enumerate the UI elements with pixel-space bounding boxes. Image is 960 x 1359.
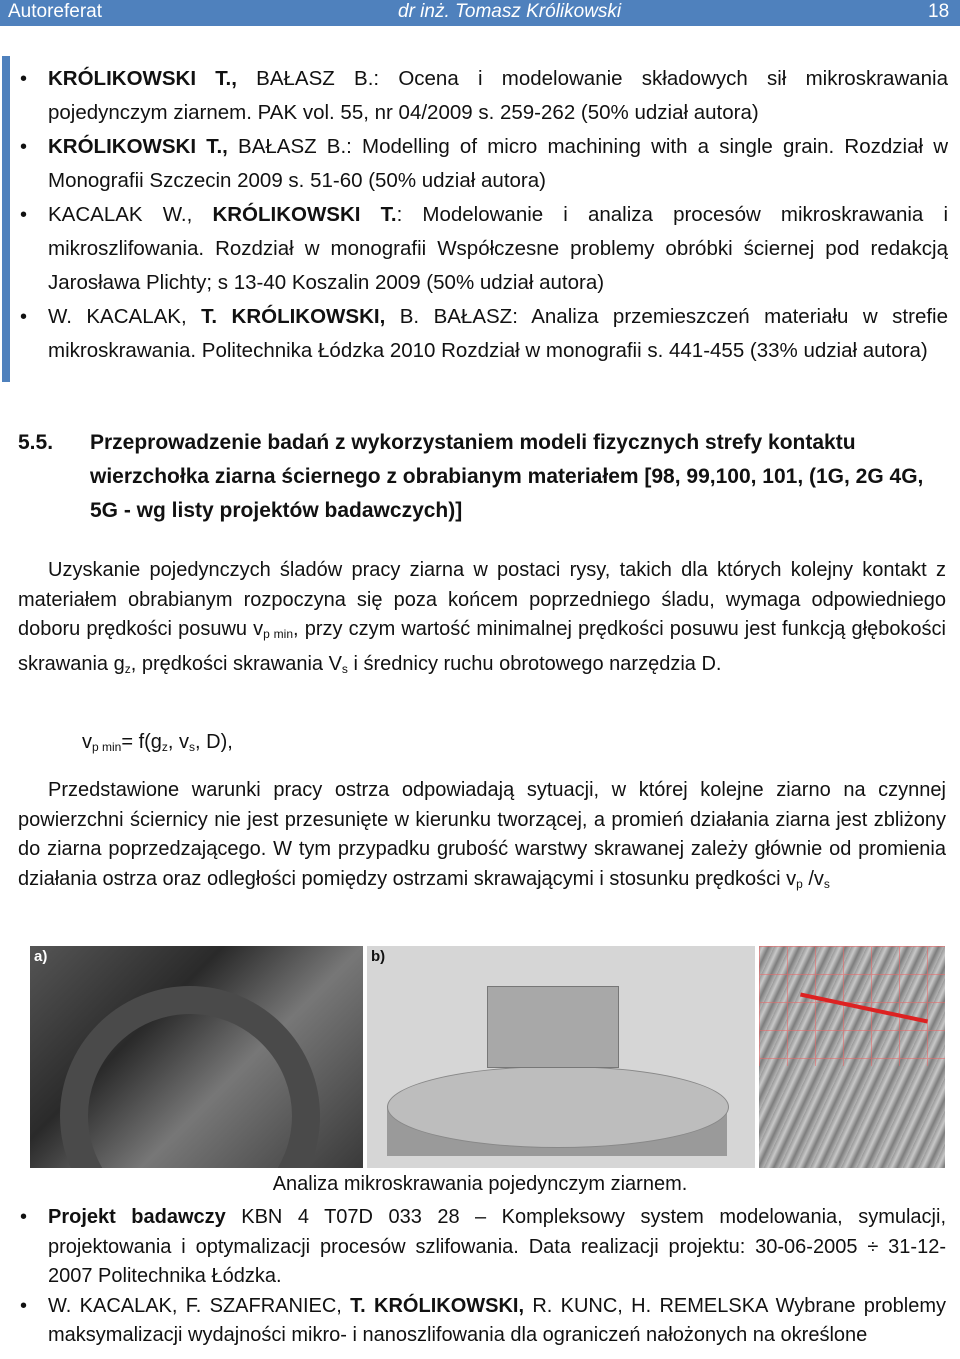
publication-coauthor: KACALAK W., <box>48 203 213 226</box>
page-header <box>0 0 960 26</box>
disc-top-shape <box>387 1066 729 1148</box>
photo-sem-scratch <box>759 946 945 1168</box>
subscript: s <box>823 876 830 891</box>
subscript: z <box>161 740 168 754</box>
text-run: , prędkości skrawania V <box>130 652 342 675</box>
text-run: Przedstawione warunki pracy ostrza odpowiadają sytuacji, w której kolejne ziarno na czynnej powierzchni ściernicy nie jest przesunięte w kierunku tworzącej, a promień działania ziarna jest zbliżony do ziarna poprzedzającego. W tym przypadku grubość warstwy skrawanej zależy głównie od promienia działania ostrza oraz odległości pomiędzy ostrzami skrawającymi i stosunku prędkości v <box>18 779 946 890</box>
publication-author-bold: KRÓLIKOWSKI T., <box>48 135 228 158</box>
photo-specimen-disc <box>367 946 755 1168</box>
text-run: , D), <box>195 731 233 753</box>
text-run: v <box>82 731 92 753</box>
subscript: z <box>124 661 131 676</box>
formula <box>82 727 233 762</box>
project-item <box>18 1203 946 1292</box>
project-coauthors: W. KACALAK, F. SZAFRANIEC, <box>48 1294 351 1317</box>
header-author: dr inż. Tomasz Królikowski <box>398 1 622 22</box>
text-run: i średnicy ruchu obrotowego narzędzia D. <box>347 652 722 675</box>
figure-label-a: a) <box>34 948 48 965</box>
publication-author-bold: KRÓLIKOWSKI T. <box>212 203 397 226</box>
publication-item <box>18 130 948 198</box>
paragraph-feed-rate <box>18 556 946 684</box>
project-list <box>18 1203 946 1351</box>
subscript: p <box>796 876 803 891</box>
publication-text: B. BAŁASZ: Analiza przemieszczeń materiału w strefie mikroskrawania. Politechnika Łódzka 2010 Rozdział w monografii s. 441-455 (33% udział autora) <box>48 305 948 362</box>
publication-author-bold: KRÓLIKOWSKI T., <box>48 67 237 90</box>
subscript: s <box>341 661 348 676</box>
project-author-bold: T. KRÓLIKOWSKI, <box>350 1294 525 1317</box>
figure-micro-cutting <box>30 946 945 1168</box>
project-text: KBN 4 T07D 033 28 – Kompleksowy system modelowania, symulacji, projektowania i optymalizacji procesów szlifowania. Data realizacji projektu: 30-06-2005 ÷ 31-12-2007 Politechnika Łódzka. <box>48 1206 946 1287</box>
publication-item <box>18 198 948 300</box>
wheel-shape <box>60 986 320 1168</box>
publication-text: BAŁASZ B.: Modelling of micro machining with a single grain. Rozdział w Monografii Szczecin 2009 s. 51-60 (50% udział autora) <box>48 135 948 192</box>
publication-item <box>18 62 948 130</box>
side-accent-bar <box>2 56 10 382</box>
publication-text: : Modelowanie i analiza procesów mikroskrawania i mikroszlifowania. Rozdział w monografii Współczesne problemy obróbki ściernej pod redakcją Jarosława Plichty; s 13-40 Koszalin 2009 (50% udział autora) <box>48 203 949 294</box>
text-run: , przy czym wartość minimalnej prędkości posuwu jest funkcją głębokości skrawania g <box>18 618 947 675</box>
publication-text: BAŁASZ B.: Ocena i modelowanie składowych sił mikroskrawania pojedynczym ziarnem. PAK vol. 55, nr 04/2009 s. 259-262 (50% udział autora) <box>48 67 949 124</box>
text-run: = f(g <box>121 731 162 753</box>
subscript: s <box>189 740 196 754</box>
publication-list <box>18 62 948 368</box>
project-text: R. KUNC, H. REMELSKA Wybrane problemy maksymalizacji wydajności mikro- i nanoszlifowania dla ograniczeń nałożonych na określone <box>48 1294 947 1346</box>
page-number: 18 <box>928 1 950 22</box>
project-label-bold: Projekt badawczy <box>48 1206 226 1228</box>
holder-block-shape <box>487 986 619 1068</box>
publication-item <box>18 300 948 368</box>
section-number: 5.5. <box>18 431 54 454</box>
paragraph-working-conditions <box>18 776 946 899</box>
section-title: Przeprowadzenie badań z wykorzystaniem modeli fizycznych strefy kontaktu wierzchołka ziarna ściernego z obrabianym materiałem [98, 99,100, 101, (1G, 2G 4G, 5G - wg listy projektów badawczych)] <box>90 431 924 522</box>
subscript: p min <box>92 740 122 754</box>
publication-coauthor: W. KACALAK, <box>48 305 202 328</box>
figure-caption: Analiza mikroskrawania pojedynczym ziarnem. <box>272 1173 688 1195</box>
header-doc-type: Autoreferat <box>8 1 102 22</box>
project-item <box>18 1292 946 1351</box>
publication-author-bold: T. KRÓLIKOWSKI, <box>201 305 386 328</box>
text-run: /v <box>802 867 824 890</box>
text-run: , v <box>167 731 190 753</box>
text-run: Uzyskanie pojedynczych śladów pracy ziarna w postaci rysy, takich dla których kolejny kontakt z materiałem obrabianym rozpoczyna się poza końcem poprzedniego śladu, wymaga odpowiedniego doboru prędkości posuwu v <box>18 559 946 640</box>
photo-grinding-wheel <box>30 946 363 1168</box>
subscript: p min <box>263 627 294 641</box>
figure-label-b: b) <box>371 948 386 965</box>
